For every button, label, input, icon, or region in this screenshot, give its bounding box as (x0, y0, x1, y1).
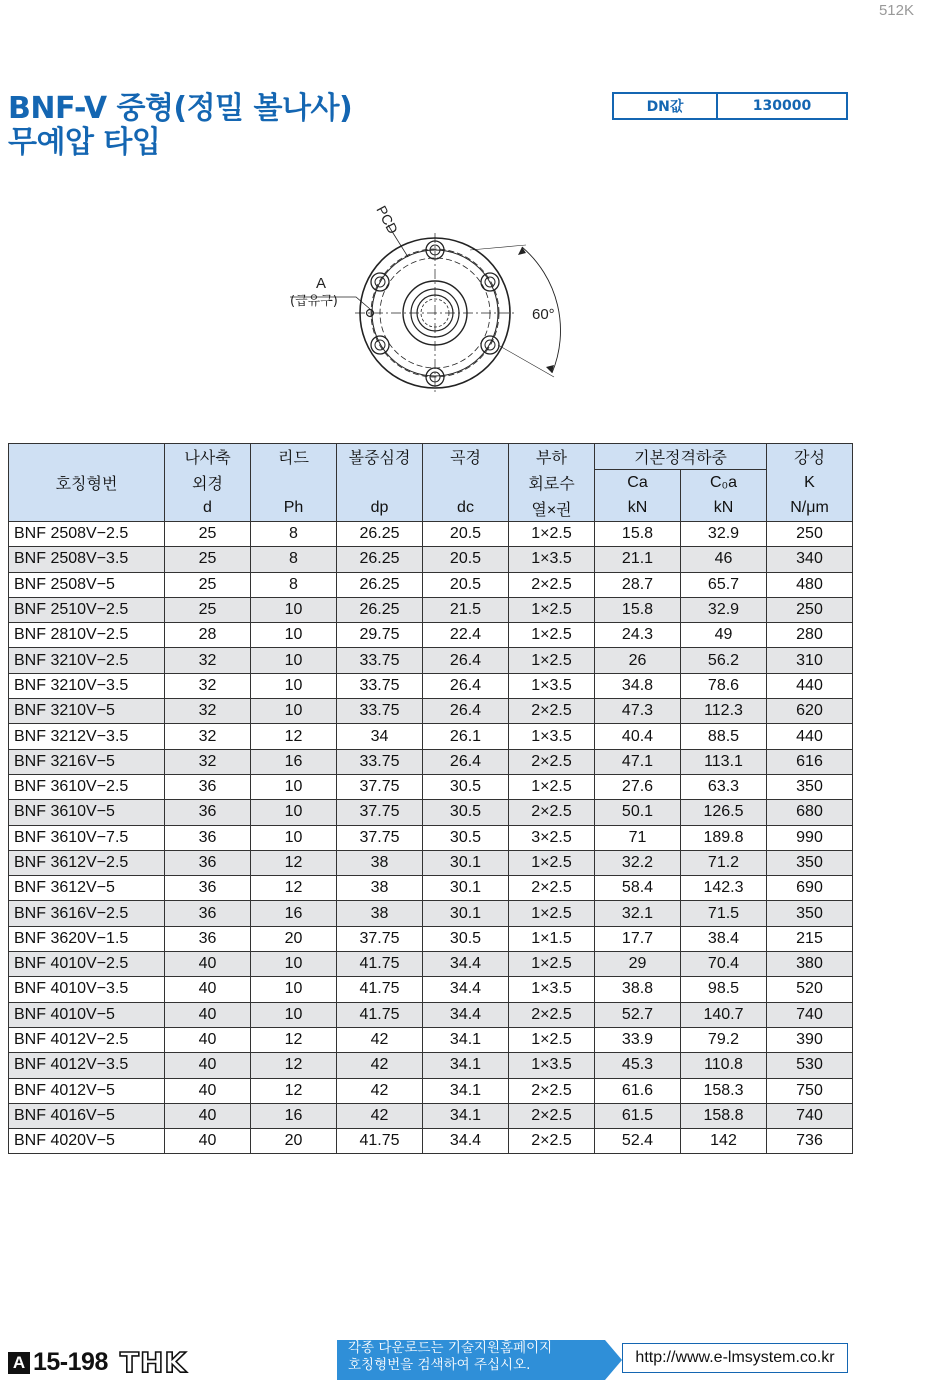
value-cell: 30.5 (423, 825, 509, 850)
dn-value-box (612, 92, 848, 120)
value-cell: 37.75 (337, 774, 423, 799)
value-cell: 28 (165, 623, 251, 648)
value-cell: 140.7 (681, 1002, 767, 1027)
value-cell: 32.9 (681, 522, 767, 547)
value-cell: 79.2 (681, 1027, 767, 1052)
value-cell: 1×2.5 (509, 1027, 595, 1052)
value-cell: 40 (165, 1053, 251, 1078)
value-cell: 440 (767, 673, 853, 698)
value-cell: 32.9 (681, 597, 767, 622)
table-row (9, 977, 853, 1002)
value-cell: 530 (767, 1053, 853, 1078)
value-cell: 350 (767, 850, 853, 875)
website-link[interactable]: http://www.e-lmsystem.co.kr (622, 1343, 848, 1373)
value-cell: 16 (251, 1103, 337, 1128)
table-header: 나사축 리드 볼중심경 곡경 부하 기본정격하중 강성 호칭형번 외경 회로수 Ca C₀a K d Ph dp dc 열×권 kN kN N/μm (9, 444, 853, 522)
value-cell: 20 (251, 1129, 337, 1154)
value-cell: 2×2.5 (509, 1078, 595, 1103)
table-row (9, 850, 853, 875)
value-cell: 1×2.5 (509, 952, 595, 977)
value-cell: 350 (767, 901, 853, 926)
value-cell: 1×2.5 (509, 597, 595, 622)
page-number: 15-198 (33, 1348, 108, 1376)
value-cell: 25 (165, 597, 251, 622)
value-cell: 26.25 (337, 572, 423, 597)
value-cell: 56.2 (681, 648, 767, 673)
value-cell: 2×2.5 (509, 876, 595, 901)
value-cell: 10 (251, 1002, 337, 1027)
title-line-1: BNF-V 중형(정밀 볼나사) (8, 91, 353, 126)
value-cell: 33.75 (337, 699, 423, 724)
value-cell: 70.4 (681, 952, 767, 977)
value-cell: 47.3 (595, 699, 681, 724)
value-cell: 78.6 (681, 673, 767, 698)
header-ca: Ca (595, 470, 681, 496)
value-cell: 12 (251, 1078, 337, 1103)
value-cell: 250 (767, 597, 853, 622)
value-cell: 36 (165, 876, 251, 901)
model-cell: BNF 2508V−5 (9, 572, 165, 597)
value-cell: 38 (337, 901, 423, 926)
value-cell: 1×3.5 (509, 673, 595, 698)
model-cell: BNF 3216V−5 (9, 749, 165, 774)
value-cell: 10 (251, 597, 337, 622)
value-cell: 2×2.5 (509, 572, 595, 597)
value-cell: 1×2.5 (509, 850, 595, 875)
value-cell: 34.4 (423, 952, 509, 977)
value-cell: 33.75 (337, 673, 423, 698)
value-cell: 41.75 (337, 1002, 423, 1027)
model-cell: BNF 4010V−2.5 (9, 952, 165, 977)
value-cell: 28.7 (595, 572, 681, 597)
value-cell: 616 (767, 749, 853, 774)
spec-table (8, 443, 853, 1154)
table-row (9, 724, 853, 749)
value-cell: 20 (251, 926, 337, 951)
value-cell: 2×2.5 (509, 800, 595, 825)
value-cell: 26.25 (337, 522, 423, 547)
footer-page-code (8, 1346, 187, 1379)
value-cell: 40 (165, 977, 251, 1002)
value-cell: 38.8 (595, 977, 681, 1002)
value-cell: 30.5 (423, 800, 509, 825)
model-cell: BNF 4010V−5 (9, 1002, 165, 1027)
value-cell: 16 (251, 901, 337, 926)
table-row (9, 522, 853, 547)
dn-value: 130000 (752, 98, 812, 114)
value-cell: 27.6 (595, 774, 681, 799)
header-shaft-dia: 나사축 (165, 444, 251, 470)
model-cell: BNF 4020V−5 (9, 1129, 165, 1154)
table-row (9, 1053, 853, 1078)
model-cell: BNF 3610V−2.5 (9, 774, 165, 799)
value-cell: 215 (767, 926, 853, 951)
value-cell: 22.4 (423, 623, 509, 648)
model-cell: BNF 3616V−2.5 (9, 901, 165, 926)
value-cell: 88.5 (681, 724, 767, 749)
value-cell: 20.5 (423, 572, 509, 597)
value-cell: 10 (251, 774, 337, 799)
value-cell: 36 (165, 926, 251, 951)
table-row (9, 800, 853, 825)
value-cell: 2×2.5 (509, 1129, 595, 1154)
value-cell: 21.5 (423, 597, 509, 622)
value-cell: 36 (165, 901, 251, 926)
value-cell: 36 (165, 825, 251, 850)
value-cell: 17.7 (595, 926, 681, 951)
value-cell: 16 (251, 749, 337, 774)
value-cell: 38 (337, 876, 423, 901)
table-row (9, 1103, 853, 1128)
value-cell: 390 (767, 1027, 853, 1052)
value-cell: 26.4 (423, 749, 509, 774)
value-cell: 71 (595, 825, 681, 850)
model-cell: BNF 2510V−2.5 (9, 597, 165, 622)
value-cell: 24.3 (595, 623, 681, 648)
value-cell: 12 (251, 876, 337, 901)
model-cell: BNF 4016V−5 (9, 1103, 165, 1128)
value-cell: 50.1 (595, 800, 681, 825)
value-cell: 47.1 (595, 749, 681, 774)
model-cell: BNF 3620V−1.5 (9, 926, 165, 951)
model-cell: BNF 4012V−3.5 (9, 1053, 165, 1078)
value-cell: 30.1 (423, 850, 509, 875)
model-cell: BNF 3610V−5 (9, 800, 165, 825)
value-cell: 20.5 (423, 522, 509, 547)
value-cell: 58.4 (595, 876, 681, 901)
value-cell: 158.8 (681, 1103, 767, 1128)
value-cell: 29 (595, 952, 681, 977)
value-cell: 33.75 (337, 648, 423, 673)
table-row (9, 1027, 853, 1052)
value-cell: 32 (165, 648, 251, 673)
value-cell: 34.1 (423, 1027, 509, 1052)
value-cell: 1×2.5 (509, 774, 595, 799)
value-cell: 12 (251, 724, 337, 749)
value-cell: 61.6 (595, 1078, 681, 1103)
pcd-label: PCD (373, 202, 402, 237)
header-rigidity: 강성 (767, 444, 853, 470)
value-cell: 42 (337, 1027, 423, 1052)
value-cell: 12 (251, 1053, 337, 1078)
value-cell: 12 (251, 1027, 337, 1052)
value-cell: 26.4 (423, 673, 509, 698)
value-cell: 142 (681, 1129, 767, 1154)
table-row (9, 673, 853, 698)
value-cell: 29.75 (337, 623, 423, 648)
section-badge: A (8, 1352, 30, 1374)
value-cell: 740 (767, 1103, 853, 1128)
value-cell: 30.1 (423, 876, 509, 901)
header-circuits: 부하 (509, 444, 595, 470)
value-cell: 440 (767, 724, 853, 749)
value-cell: 10 (251, 800, 337, 825)
header-lead: 리드 (251, 444, 337, 470)
value-cell: 52.4 (595, 1129, 681, 1154)
value-cell: 1×2.5 (509, 901, 595, 926)
value-cell: 41.75 (337, 977, 423, 1002)
value-cell: 25 (165, 547, 251, 572)
value-cell: 36 (165, 800, 251, 825)
value-cell: 750 (767, 1078, 853, 1103)
table-row (9, 699, 853, 724)
thk-logo: THK (119, 1346, 188, 1379)
value-cell: 1×3.5 (509, 977, 595, 1002)
value-cell: 8 (251, 572, 337, 597)
value-cell: 350 (767, 774, 853, 799)
model-cell: BNF 2810V−2.5 (9, 623, 165, 648)
table-row (9, 876, 853, 901)
value-cell: 990 (767, 825, 853, 850)
value-cell: 37.75 (337, 825, 423, 850)
value-cell: 126.5 (681, 800, 767, 825)
table-body (9, 522, 853, 1154)
value-cell: 8 (251, 522, 337, 547)
value-cell: 63.3 (681, 774, 767, 799)
table-row (9, 623, 853, 648)
table-row (9, 749, 853, 774)
value-cell: 30.1 (423, 901, 509, 926)
value-cell: 1×2.5 (509, 522, 595, 547)
model-cell: BNF 2508V−3.5 (9, 547, 165, 572)
dn-label: DN값 (614, 94, 718, 118)
value-cell: 110.8 (681, 1053, 767, 1078)
page-title (8, 92, 352, 160)
value-cell: 10 (251, 825, 337, 850)
value-cell: 40 (165, 1103, 251, 1128)
model-cell: BNF 4010V−3.5 (9, 977, 165, 1002)
value-cell: 38 (337, 850, 423, 875)
header-c0a: C₀a (681, 470, 767, 496)
table-row (9, 901, 853, 926)
value-cell: 71.2 (681, 850, 767, 875)
model-cell: BNF 4012V−5 (9, 1078, 165, 1103)
page-code: 512K (878, 2, 914, 19)
value-cell: 34.1 (423, 1053, 509, 1078)
table-row (9, 774, 853, 799)
angle-label: 60° (532, 306, 555, 323)
value-cell: 40 (165, 1129, 251, 1154)
value-cell: 34.8 (595, 673, 681, 698)
value-cell: 480 (767, 572, 853, 597)
value-cell: 40 (165, 1027, 251, 1052)
value-cell: 142.3 (681, 876, 767, 901)
model-cell: BNF 4012V−2.5 (9, 1027, 165, 1052)
value-cell: 736 (767, 1129, 853, 1154)
value-cell: 38.4 (681, 926, 767, 951)
value-cell: 45.3 (595, 1053, 681, 1078)
value-cell: 41.75 (337, 952, 423, 977)
value-cell: 40 (165, 1002, 251, 1027)
table-row (9, 1129, 853, 1154)
model-cell: BNF 3612V−2.5 (9, 850, 165, 875)
value-cell: 34.4 (423, 1002, 509, 1027)
value-cell: 32 (165, 673, 251, 698)
table-row (9, 547, 853, 572)
value-cell: 49 (681, 623, 767, 648)
header-model: 호칭형번 (9, 470, 165, 496)
value-cell: 2×2.5 (509, 1103, 595, 1128)
value-cell: 1×2.5 (509, 648, 595, 673)
value-cell: 26.25 (337, 597, 423, 622)
header-load-rating: 기본정격하중 (595, 444, 767, 470)
model-cell: BNF 3210V−2.5 (9, 648, 165, 673)
value-cell: 10 (251, 648, 337, 673)
value-cell: 21.1 (595, 547, 681, 572)
value-cell: 15.8 (595, 522, 681, 547)
value-cell: 25 (165, 522, 251, 547)
value-cell: 250 (767, 522, 853, 547)
table-row (9, 952, 853, 977)
value-cell: 680 (767, 800, 853, 825)
flange-diagram (270, 195, 590, 410)
table-row (9, 825, 853, 850)
value-cell: 42 (337, 1078, 423, 1103)
table-row (9, 1002, 853, 1027)
value-cell: 520 (767, 977, 853, 1002)
value-cell: 30.5 (423, 926, 509, 951)
value-cell: 32.2 (595, 850, 681, 875)
value-cell: 32 (165, 699, 251, 724)
model-cell: BNF 3610V−7.5 (9, 825, 165, 850)
value-cell: 41.75 (337, 1129, 423, 1154)
table-row (9, 648, 853, 673)
a-label: A (316, 275, 327, 292)
value-cell: 10 (251, 977, 337, 1002)
value-cell: 2×2.5 (509, 699, 595, 724)
value-cell: 620 (767, 699, 853, 724)
value-cell: 3×2.5 (509, 825, 595, 850)
title-line-2: 무예압 타입 (8, 125, 161, 160)
model-cell: BNF 3612V−5 (9, 876, 165, 901)
value-cell: 32 (165, 749, 251, 774)
value-cell: 26.4 (423, 648, 509, 673)
value-cell: 1×1.5 (509, 926, 595, 951)
value-cell: 10 (251, 673, 337, 698)
value-cell: 10 (251, 952, 337, 977)
value-cell: 42 (337, 1053, 423, 1078)
value-cell: 113.1 (681, 749, 767, 774)
table-row (9, 572, 853, 597)
value-cell: 40 (165, 1078, 251, 1103)
table-row (9, 597, 853, 622)
value-cell: 42 (337, 1103, 423, 1128)
value-cell: 37.75 (337, 800, 423, 825)
value-cell: 10 (251, 623, 337, 648)
value-cell: 20.5 (423, 547, 509, 572)
model-cell: BNF 3210V−5 (9, 699, 165, 724)
header-root-dia: 곡경 (423, 444, 509, 470)
value-cell: 33.75 (337, 749, 423, 774)
value-cell: 65.7 (681, 572, 767, 597)
table-row (9, 1078, 853, 1103)
value-cell: 26.4 (423, 699, 509, 724)
value-cell: 340 (767, 547, 853, 572)
model-cell: BNF 3212V−3.5 (9, 724, 165, 749)
value-cell: 8 (251, 547, 337, 572)
value-cell: 32.1 (595, 901, 681, 926)
value-cell: 34 (337, 724, 423, 749)
value-cell: 98.5 (681, 977, 767, 1002)
value-cell: 280 (767, 623, 853, 648)
table-row (9, 926, 853, 951)
model-cell: BNF 2508V−2.5 (9, 522, 165, 547)
value-cell: 12 (251, 850, 337, 875)
a-sub-label: (급유구) (290, 294, 338, 309)
value-cell: 15.8 (595, 597, 681, 622)
value-cell: 25 (165, 572, 251, 597)
value-cell: 34.4 (423, 1129, 509, 1154)
value-cell: 1×3.5 (509, 724, 595, 749)
value-cell: 37.75 (337, 926, 423, 951)
value-cell: 30.5 (423, 774, 509, 799)
value-cell: 34.1 (423, 1103, 509, 1128)
value-cell: 34.1 (423, 1078, 509, 1103)
value-cell: 33.9 (595, 1027, 681, 1052)
value-cell: 61.5 (595, 1103, 681, 1128)
value-cell: 52.7 (595, 1002, 681, 1027)
value-cell: 1×2.5 (509, 623, 595, 648)
value-cell: 189.8 (681, 825, 767, 850)
value-cell: 2×2.5 (509, 749, 595, 774)
value-cell: 34.4 (423, 977, 509, 1002)
value-cell: 26 (595, 648, 681, 673)
value-cell: 158.3 (681, 1078, 767, 1103)
value-cell: 740 (767, 1002, 853, 1027)
value-cell: 26.1 (423, 724, 509, 749)
value-cell: 26.25 (337, 547, 423, 572)
value-cell: 1×3.5 (509, 1053, 595, 1078)
value-cell: 10 (251, 699, 337, 724)
value-cell: 1×3.5 (509, 547, 595, 572)
value-cell: 112.3 (681, 699, 767, 724)
value-cell: 46 (681, 547, 767, 572)
value-cell: 40 (165, 952, 251, 977)
value-cell: 380 (767, 952, 853, 977)
header-ball-center: 볼중심경 (337, 444, 423, 470)
value-cell: 40.4 (595, 724, 681, 749)
value-cell: 36 (165, 774, 251, 799)
value-cell: 36 (165, 850, 251, 875)
model-cell: BNF 3210V−3.5 (9, 673, 165, 698)
download-notice-text: 각종 다운로드는 기술지원홈페이지 호칭형번을 검색하여 주십시오. (348, 1340, 553, 1373)
value-cell: 310 (767, 648, 853, 673)
value-cell: 32 (165, 724, 251, 749)
value-cell: 690 (767, 876, 853, 901)
value-cell: 2×2.5 (509, 1002, 595, 1027)
value-cell: 71.5 (681, 901, 767, 926)
